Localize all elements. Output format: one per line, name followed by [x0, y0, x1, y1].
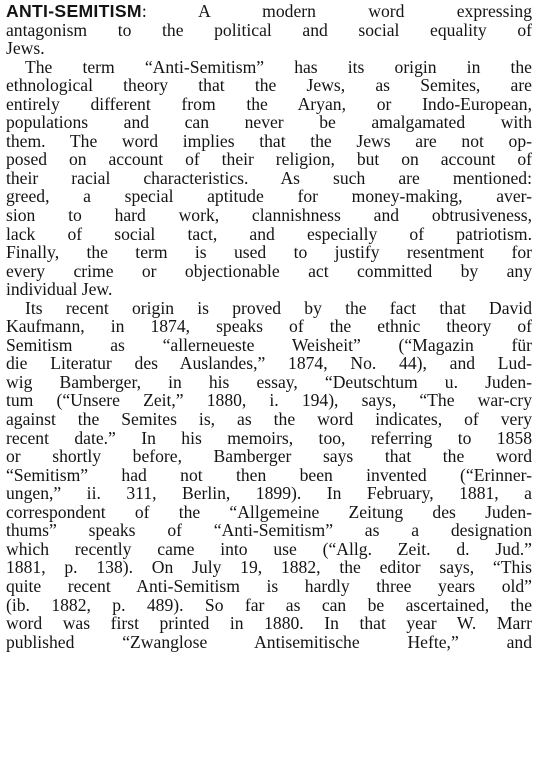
text-line: ethnological theory that the Jews, as Semites, are [6, 75, 532, 96]
text-line: “Semitism” had not then been invented (“Erinner- [6, 464, 532, 485]
text-line: against the Semites is, as the word indicates, of very [6, 409, 532, 430]
text-line: tum (“Unsere Zeit,” 1880, i. 194), says, “The war-cry [6, 390, 532, 411]
text-line: (ib. 1882, p. 489). So far as can be ascertained, the [6, 594, 532, 615]
text-line: quite recent Anti-Semitism is hardly three years old” [6, 575, 532, 596]
text-line: wig Bamberger, in his essay, “Deutschtum u. Juden- [6, 371, 532, 392]
text-line: recent date.” In his memoirs, too, referring to 1858 [6, 427, 532, 448]
text-line: die Literatur des Auslandes,” 1874, No. 44), and Lud- [6, 353, 532, 374]
text-line: antagonism to the political and social equality of [6, 19, 532, 40]
text-line: Semitism as “allerneueste Weisheit” (“Magazin für [6, 334, 532, 355]
text-line: Its recent origin is proved by the fact that David [25, 297, 532, 318]
text-line: ungen,” ii. 311, Berlin, 1899). In February, 1881, a [6, 483, 532, 504]
text-line: populations and can never be amalgamated with [6, 112, 532, 133]
text-line: Kaufmann, in 1874, speaks of the ethnic theory of [6, 316, 532, 337]
text-line: sion to hard work, clannishness and obtrusiveness, [6, 205, 532, 226]
text-line-fragment: : A modern word expressing [141, 1, 532, 21]
text-line: correspondent of the “Allgemeine Zeitung des Juden- [6, 501, 532, 522]
text-line: posed on account of their religion, but on account of [6, 149, 532, 170]
text-line: them. The word implies that the Jews are not op- [6, 130, 532, 151]
text-line: The term “Anti-Semitism” has its origin in the [25, 56, 532, 77]
text-line: or shortly before, Bamberger says that the word [6, 446, 532, 467]
text-line: their racial characteristics. As such are mentioned: [6, 167, 532, 188]
text-line: which recently came into use (“Allg. Zeit. d. Jud.” [6, 538, 532, 559]
text-line: individual Jew. [6, 279, 113, 300]
origin-paragraph [6, 58, 532, 299]
text-line: Finally, the term is used to justify resentment for [6, 242, 532, 263]
text-line [6, 2, 532, 21]
text-line: greed, a special aptitude for money-making, aver- [6, 186, 532, 207]
entry-headword: ANTI-SEMITISM [6, 1, 142, 21]
text-line: thums” speaks of “Anti-Semitism” as a designation [6, 520, 532, 541]
text-line: entirely different from the Aryan, or Indo-European, [6, 93, 532, 114]
text-line: every crime or objectionable act committed by any [6, 260, 532, 281]
text-line: published “Zwanglose Antisemitische Hefte,” and [6, 631, 532, 652]
text-line: Jews. [6, 38, 45, 59]
text-line: 1881, p. 138). On July 19, 1882, the editor says, “This [6, 557, 532, 578]
history-paragraph [6, 299, 532, 651]
definition-paragraph [6, 2, 532, 58]
text-line: lack of social tact, and especially of patriotism. [6, 223, 532, 244]
text-line: word was first printed in 1880. In that year W. Marr [6, 613, 532, 634]
